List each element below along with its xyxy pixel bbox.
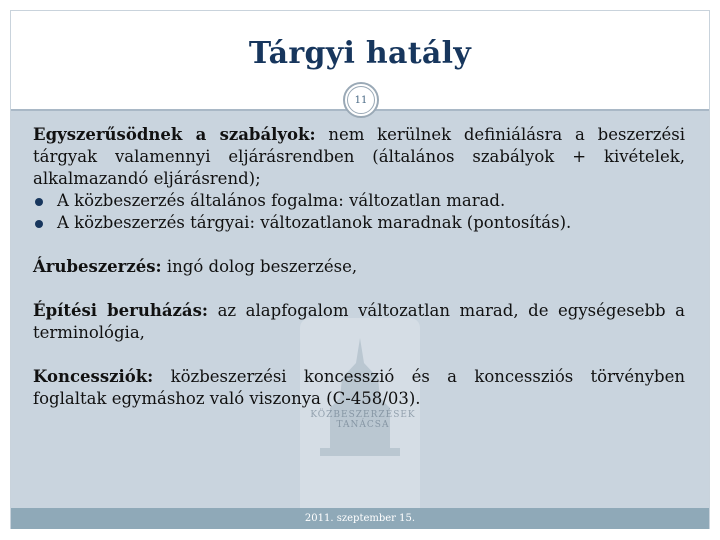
bullet-icon: [35, 198, 43, 206]
intro-term: Egyszerűsödnek a szabályok:: [33, 125, 316, 144]
definition-text: közbeszerzési koncesszió és a koncessziós törvényben foglaltak egymáshoz való viszonya (C-458/03).: [33, 367, 685, 408]
definition-text: ingó dolog beszerzése,: [161, 257, 358, 276]
definition-item: [33, 300, 685, 344]
bullet-item: [33, 190, 685, 212]
definition-text: az alapfogalom változatlan marad, de egységesebb a terminológia,: [33, 301, 686, 342]
footer-date: 2011. szeptember 15.: [304, 513, 416, 524]
slide-title: Tárgyi hatály: [248, 36, 472, 71]
definition-item: [33, 366, 685, 410]
intro-paragraph: [33, 124, 685, 190]
definition-term: Árubeszerzés:: [33, 257, 162, 276]
definition-term: Koncessziók:: [33, 367, 154, 386]
definition-item: [33, 256, 685, 278]
bullet-item: [33, 212, 685, 234]
bullet-icon: [35, 220, 43, 228]
slide-content: [33, 124, 685, 410]
bullet-text: A közbeszerzés általános fogalma: változatlan marad.: [57, 191, 506, 210]
definition-term: Építési beruházás:: [33, 301, 208, 320]
bullet-text: A közbeszerzés tárgyai: változatlanok maradnak (pontosítás).: [57, 213, 572, 232]
watermark-text: KÖZBESZERZÉSEK TANÁCSA: [310, 410, 416, 430]
page-number: 11: [354, 94, 368, 106]
intro-text: nem kerülnek definiálásra a beszerzési tárgyak valamennyi eljárásrendben (általános szabályok + kivételek, alkalmazandó eljárásrend);: [33, 125, 685, 188]
page-number-badge: [343, 82, 379, 118]
